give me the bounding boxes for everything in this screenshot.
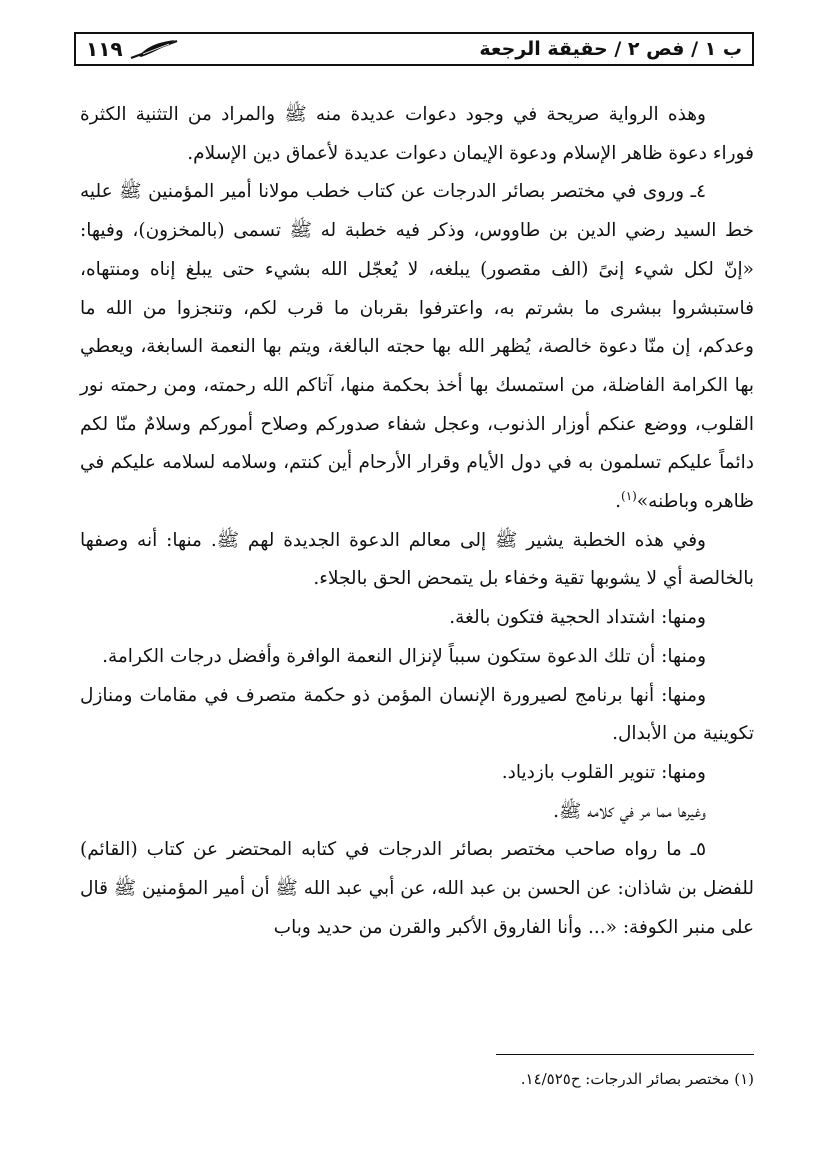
paragraph-2-text: ٤ـ وروى في مختصر بصائر الدرجات عن كتاب خطب مولانا أمير المؤمنين ﷺ عليه خط السيد رضي الدين بن طاووس، وذكر فيه خطبة له ﷺ تسمى (بالمخزون)، وفيها: «إنّ لكل شيء إنىً (الف مقصور) يبلغه، لا يُعجّل الله بشيء حتى يبلغ إناه ومنتهاه، فاستبشروا ببشرى ما بشرتم به، واعترفوا بقربان ما قرب لكم، وتنجزوا من الله ما وعدكم، إن منّا دعوة خالصة، يُظهر الله بها حجته البالغة، ويتم بها النعمة السابغة، ويعطي بها الكرامة الفاضلة، من استمسك بها أخذ بحكمة منها، آتاكم الله رحمته، ومن رحمته نور القلوب، ووضع عنكم أوزار الذنوب، وعجل شفاء صدوركم وصلاح أموركم وسلامٌ منّا لكم دائماً عليكم تسلمون به في دول الأيام وقرار الأرحام أين كنتم، وسلامه لسلامه عليكم في ظاهره وباطنه» — [80, 181, 754, 513]
paragraph-9: ٥ـ ما رواه صاحب مختصر بصائر الدرجات في كتابه المحتضر عن كتاب (القائم) للفضل بن شاذان: عن الحسن بن عبد الله، عن أبي عبد الله ﷺ أن أمير المؤمنين ﷺ قال على منبر الكوفة: «... وأنا الفاروق الأكبر والقرن من حديد وباب — [80, 839, 754, 938]
paragraph-3: وفي هذه الخطبة يشير ﷺ إلى معالم الدعوة الجديدة لهم ﷺ. منها: أنه وصفها بالخالصة أي لا يشوبها تقية وخفاء بل يتمحض الحق بالجلاء. — [80, 529, 754, 590]
footnote: (١) مختصر بصائر الدرجات: ح١٤/٥٢٥. — [520, 1070, 754, 1088]
quill-ornament-icon — [129, 38, 181, 60]
footnote-separator — [496, 1054, 754, 1055]
paragraph-8: وغيرها مما مر في كلامه ﷺ. — [553, 800, 706, 822]
header-page-group — [86, 37, 181, 61]
paragraph-5: ومنها: أن تلك الدعوة ستكون سبباً لإنزال النعمة الوافرة وأفضل درجات الكرامة. — [102, 645, 706, 667]
paragraph-2: ٤ـ وروى في مختصر بصائر الدرجات عن كتاب خطب مولانا أمير المؤمنين ﷺ عليه خط السيد رضي الدين بن طاووس، وذكر فيه خطبة له ﷺ تسمى (بالمخزون)، وفيها: «إنّ لكل شيء إنىً (الف مقصور) يبلغه، لا يُعجّل الله بشيء حتى يبلغ إناه ومنتهاه، فاستبشروا ببشرى ما بشرتم به، واعترفوا بقربان ما قرب لكم، وتنجزوا من الله ما وعدكم، إن منّا دعوة خالصة، يُظهر الله بها حجته البالغة، ويتم بها النعمة السابغة، ويعطي بها الكرامة الفاضلة، من استمسك بها أخذ بحكمة منها، آتاكم الله رحمته، ومن رحمته نور القلوب، ووضع عنكم أوزار الذنوب، وعجل شفاء صدوركم وصلاح أموركم وسلامٌ منّا لكم دائماً عليكم تسلمون به في دول الأيام وقرار الأرحام أين كنتم، وسلامه لسلامه عليكم في ظاهره وباطنه»$^{(١)}$. — [80, 181, 754, 513]
paragraph-6: ومنها: أنها برنامج لصيرورة الإنسان المؤمن ذو حكمة متصرف في مقامات ومنازل تكوينية من الأبدال. — [80, 684, 754, 745]
header-title: ب ١ / فص ٢ / حقيقة الرجعة — [479, 38, 742, 60]
main-text — [80, 96, 754, 947]
footnote-reference: (١) — [621, 488, 637, 503]
page-number: ١١٩ — [86, 37, 123, 61]
paragraph-4: ومنها: اشتداد الحجية فتكون بالغة. — [449, 607, 706, 629]
paragraph-7: ومنها: تنوير القلوب بازدياد. — [501, 761, 706, 783]
running-header — [74, 32, 754, 66]
paragraph-1: وهذه الرواية صريحة في وجود دعوات عديدة منه ﷺ والمراد من التثنية الكثرة فوراء دعوة ظاهر الإسلام ودعوة الإيمان دعوات عديدة لأعماق دين الإسلام. — [80, 104, 754, 164]
